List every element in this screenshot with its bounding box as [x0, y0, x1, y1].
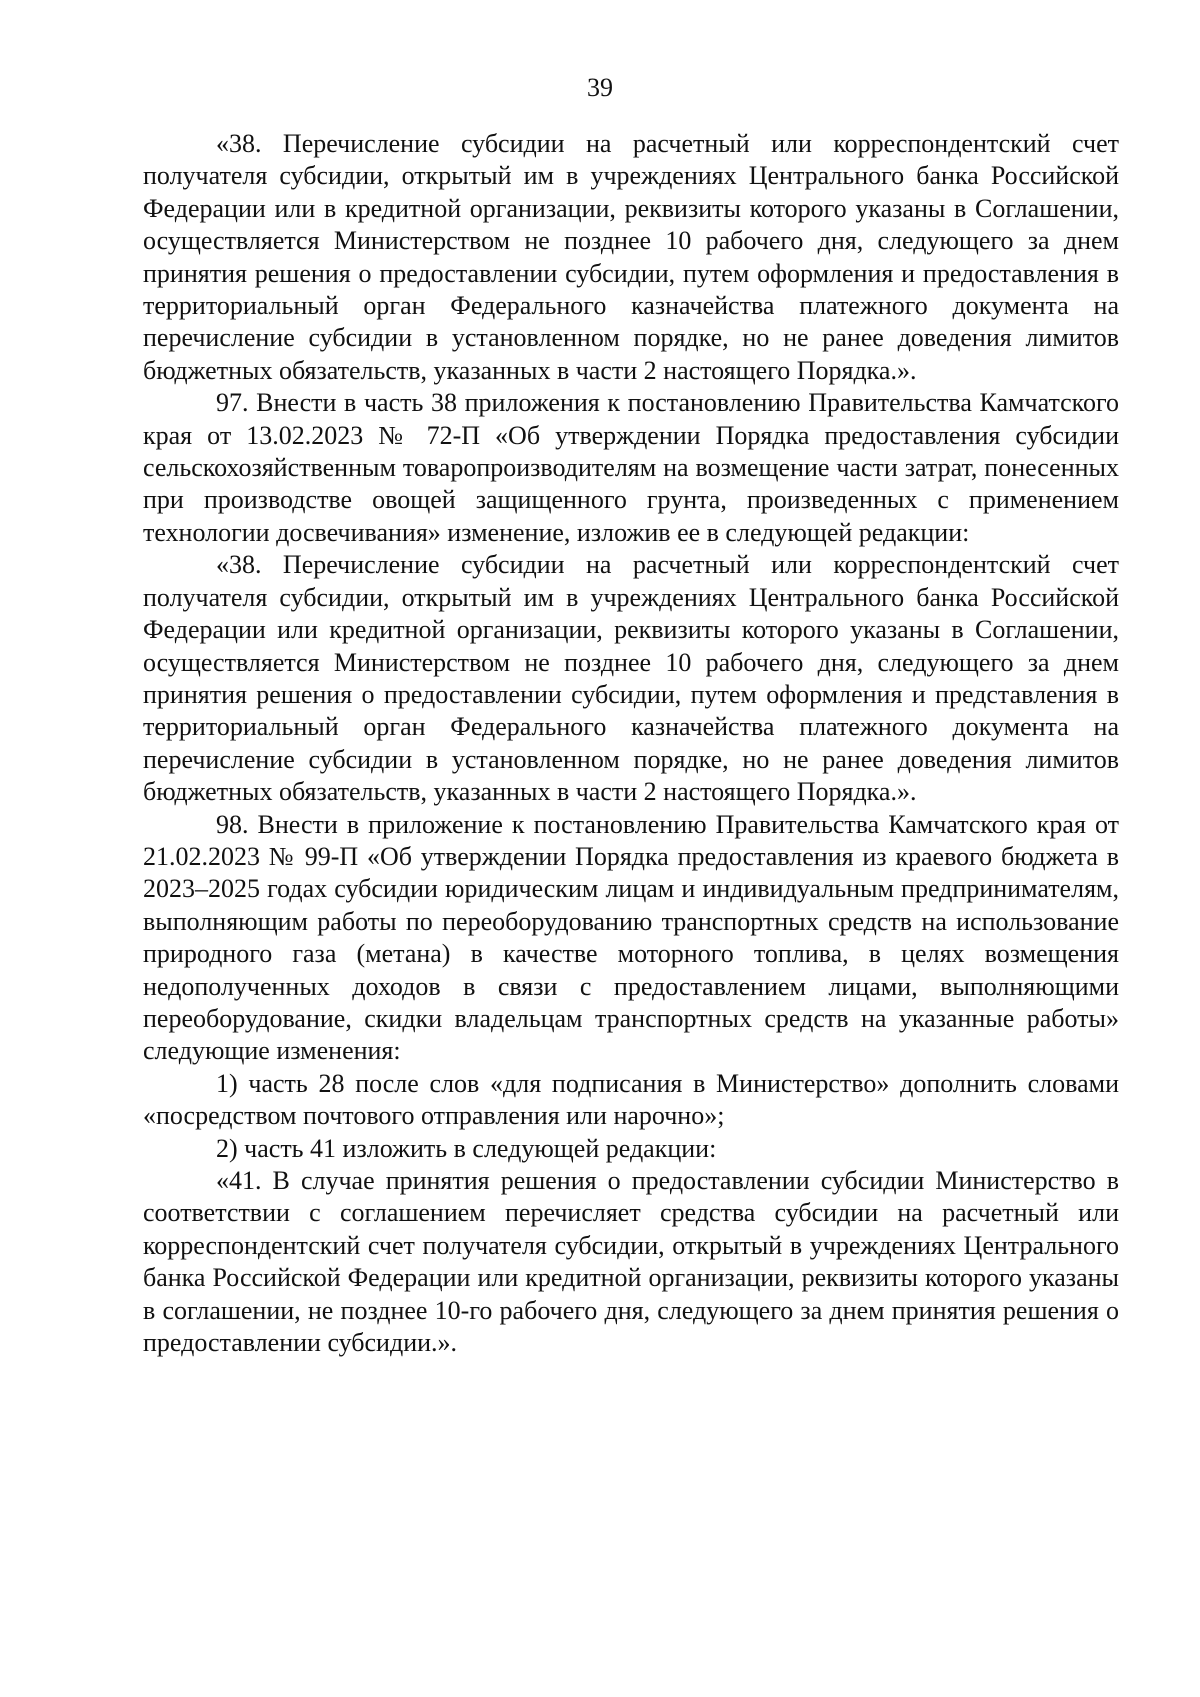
page-number: 39 — [587, 73, 613, 102]
paragraph-quoted-part-41: «41. В случае принятия решения о предоставлении субсидии Министерство в соответствии с соглашением перечисляет средства субсидии на расчетный или корреспондентский счет получателя субсидии, открытый в учреждениях Центрального банка Российской Федерации или кредитной организации, реквизиты которого указаны в соглашении, не позднее 10-го рабочего дня, следующего за днем принятия решения о предоставлении субсидии.». — [143, 1166, 1119, 1358]
paragraph-quoted-part-38-first: «38. Перечисление субсидии на расчетный или корреспондентский счет получателя субсидии, открытый им в учреждениях Центрального банка Российской Федерации или в кредитной организации, реквизиты которого указаны в Соглашении, осуществляется Министерством не позднее 10 рабочего дня, следующего за днем принятия решения о предоставлении субсидии, путем оформления и предоставления в территориальный орган Федерального казначейства платежного документа на перечисление субсидии в установленном порядке, но не ранее доведения лимитов бюджетных обязательств, указанных в части 2 настоящего Порядка.». — [143, 129, 1119, 385]
paragraph-subitem-1: 1) часть 28 после слов «для подписания в Министерство» дополнить словами «посредством почтового отправления или нарочно»; — [143, 1068, 1119, 1131]
paragraph-subitem-2: 2) часть 41 изложить в следующей редакции: — [216, 1133, 717, 1163]
document-body — [143, 128, 1119, 1359]
paragraph-item-97: 97. Внести в часть 38 приложения к постановлению Правительства Камчатского края от 13.02.2023 № 72-П «Об утверждении Порядка предоставления субсидии сельскохозяйственным товаропроизводителям на возмещение части затрат, понесенных при производстве овощей защищенного грунта, произведенных с применением технологии досвечивания» изменение, изложив ее в следующей редакции: — [143, 388, 1119, 547]
paragraph-item-98: 98. Внести в приложение к постановлению Правительства Камчатского края от 21.02.2023 № 99-П «Об утверждении Порядка предоставления из краевого бюджета в 2023–2025 годах субсидии юридическим лицам и индивидуальным предпринимателям, выполняющим работы по переоборудованию транспортных средств на использование природного газа (метана) в качестве моторного топлива, в целях возмещения недополученных доходов в связи с предоставлением лицами, выполняющими переоборудование, скидки владельцам транспортных средств на указанные работы» следующие изменения: — [143, 809, 1119, 1066]
paragraph-quoted-part-38-second: «38. Перечисление субсидии на расчетный или корреспондентский счет получателя субсидии, открытый им в учреждениях Центрального банка Российской Федерации или кредитной организации, реквизиты которого указаны в Соглашении, осуществляется Министерством не позднее 10 рабочего дня, следующего за днем принятия решения о предоставлении субсидии, путем оформления и представления в территориальный орган Федерального казначейства платежного документа на перечисление субсидии в установленном порядке, но не ранее доведения лимитов бюджетных обязательств, указанных в части 2 настоящего Порядка.». — [143, 550, 1119, 807]
